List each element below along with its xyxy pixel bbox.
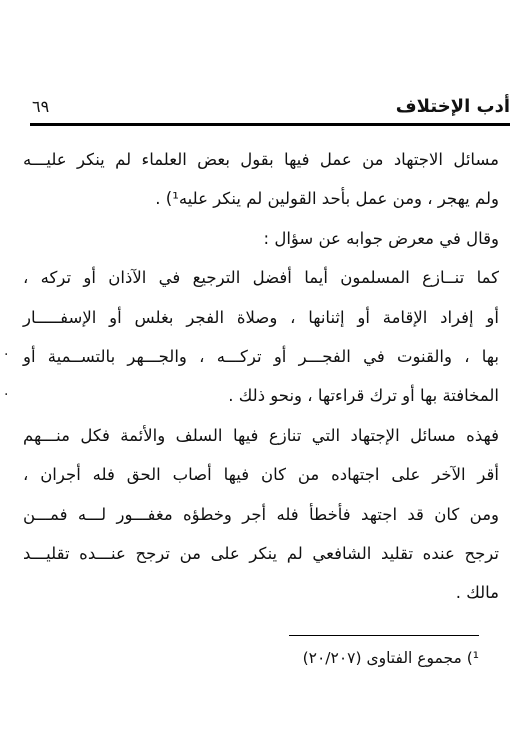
text-line: بها ، والقنوت في الفجـــر أو تركـــه ، والجـــهر بالتســمية أو [23,346,499,366]
header-rule [30,123,510,126]
footnote-rule [289,635,479,636]
text-line: مسائل الاجتهاد من عمل فيها بقول بعض العلماء لم ينكر عليـــه [23,150,499,169]
text-line: ومن كان قد اجتهد فأخطأ فله أجر وخطؤه مغفـــور لـــه فمـــن [23,504,499,524]
text-line: أو إفراد الإقامة أو إثنانها ، وصلاة الفجر بغلس أو الإسفـــــار [23,307,499,327]
page-number: ٦٩ [32,97,50,116]
running-title: أدب الإختلاف [395,96,510,117]
scan-edge-mark: · [4,347,9,363]
text-line: كما تنــازع المسلمون أيما أفضل الترجيع في الآذان أو تركه ، [23,268,499,288]
text-line: المخافتة بها أو ترك قراءتها ، ونحو ذلك . [228,386,499,406]
page-header [30,96,510,122]
text-line: أقر الآخر على اجتهاده من كان فيها أصاب الحق فله أجران ، [23,465,499,485]
body-text [23,140,499,613]
text-line: مالك . [455,583,499,603]
text-line: وقال في معرض جوابه عن سؤال : [263,228,499,248]
scan-edge-mark: · [4,387,9,403]
footnote: ¹) مجموع الفتاوى (٢٠/٢٠٧) [302,649,479,667]
text-line: ولم يهجر ، ومن عمل بأحد القولين لم ينكر عليه¹) . [155,189,499,209]
text-line: ترجح عنده تقليد الشافعي لم ينكر على من ترجح عنـــده تقليـــد [23,543,499,563]
text-line: فهذه مسائل الإجتهاد التي تنازع فيها السلف والأئمة فكل منـــهم [23,425,499,445]
